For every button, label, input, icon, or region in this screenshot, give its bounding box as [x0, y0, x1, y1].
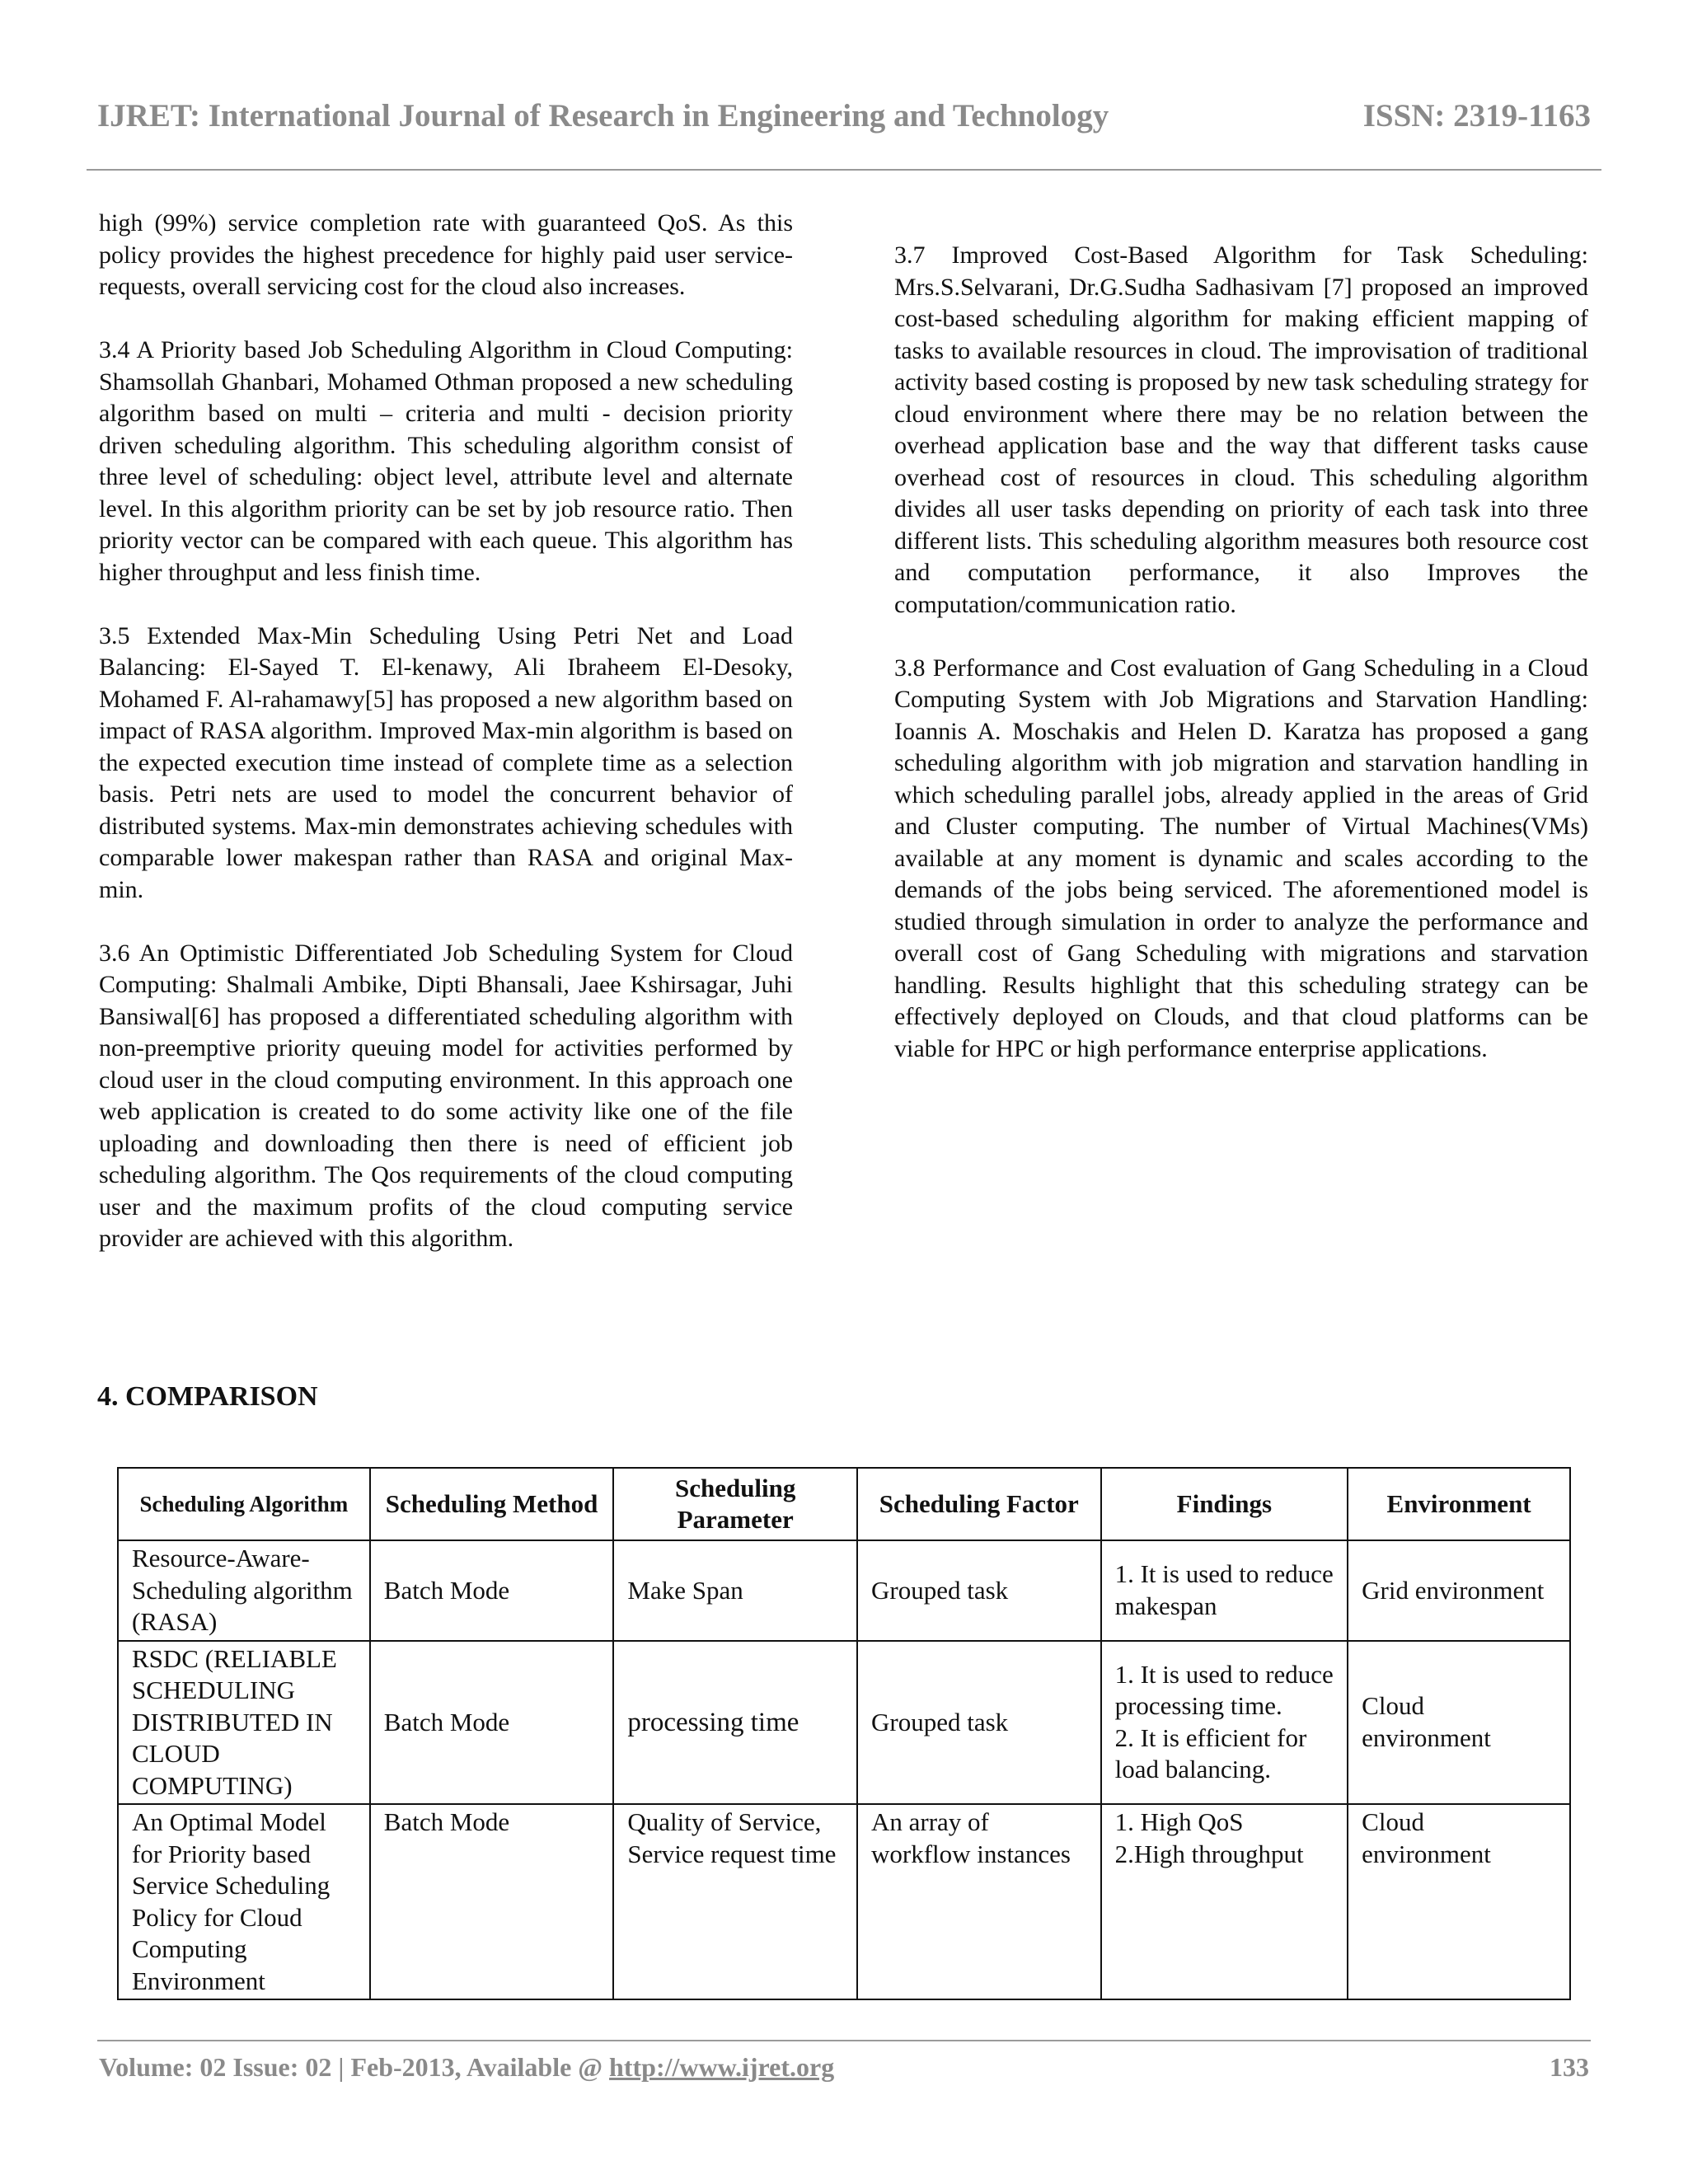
table-cell: An array of workflow instances	[857, 1804, 1101, 1999]
footer-divider	[97, 2040, 1591, 2041]
paragraph: 3.4 A Priority based Job Scheduling Algorithm in Cloud Computing: Shamsollah Ghanbari, Mohamed Othman proposed a new scheduling algorithm based on multi – criteria and multi - decision priority driven scheduling algorithm. This scheduling algorithm consist of three level of scheduling: object level, attribute level and alternate level. In this algorithm priority can be set by job resource ratio. Then priority vector can be compared with each queue. This algorithm has higher throughput and less finish time.	[99, 336, 793, 586]
footer-volume: Volume: 02 Issue: 02 | Feb-2013, Available @ http://www.ijret.org	[99, 2052, 835, 2082]
journal-title: IJRET: International Journal of Research in Engineering and Technology	[97, 98, 1109, 134]
header-divider	[87, 169, 1601, 171]
table-cell: Grouped task	[857, 1540, 1101, 1641]
table-row	[118, 1804, 1570, 1999]
table-cell: 1. High QoS 2.High throughput	[1101, 1804, 1348, 1999]
page-number: 133	[1550, 2052, 1589, 2082]
table-cell: Batch Mode	[370, 1804, 614, 1999]
table-cell: Batch Mode	[370, 1540, 614, 1641]
column-header: Scheduling Parameter	[613, 1468, 857, 1540]
right-column	[894, 240, 1588, 1097]
table-cell: Grid environment	[1348, 1540, 1570, 1641]
paragraph: 3.7 Improved Cost-Based Algorithm for Task Scheduling: Mrs.S.Selvarani, Dr.G.Sudha Sadhasivam [7] proposed an improved cost-based scheduling algorithm for making efficient mapping of tasks to available resources in cloud. The improvisation of traditional activity based costing is proposed by new task scheduling strategy for cloud environment where there may be no relation between the overhead application base and the way that different tasks cause overhead cost of resources in cloud. This scheduling algorithm divides all user tasks depending on priority of each task into three different lists. This scheduling algorithm measures both resource cost and computation performance, it also Improves the computation/communication ratio.	[894, 241, 1588, 618]
column-header: Scheduling Factor	[857, 1468, 1101, 1540]
table-cell: 1. It is used to reduce makespan	[1101, 1540, 1348, 1641]
table-cell: Quality of Service, Service request time	[613, 1804, 857, 1999]
paragraph: 3.5 Extended Max-Min Scheduling Using Petri Net and Load Balancing: El-Sayed T. El-kenawy, Ali Ibraheem El-Desoky, Mohamed F. Al-rahamawy[5] has proposed a new algorithm based on impact of RASA algorithm. Improved Max-min algorithm is based on the expected execution time instead of complete time as a selection basis. Petri nets are used to model the concurrent behavior of distributed systems. Max-min demonstrates achieving schedules with comparable lower makespan rather than RASA and original Max-min.	[99, 621, 793, 903]
table-cell: 1. It is used to reduce processing time. 2. It is efficient for load balancing.	[1101, 1641, 1348, 1805]
section-heading: 4. COMPARISON	[97, 1381, 318, 1412]
column-header: Scheduling Algorithm	[118, 1468, 370, 1540]
column-header: Environment	[1348, 1468, 1570, 1540]
table-cell: Grouped task	[857, 1641, 1101, 1805]
left-column	[99, 208, 793, 1286]
table-cell: Make Span	[613, 1540, 857, 1641]
table-row	[118, 1641, 1570, 1805]
table-header-row	[118, 1468, 1570, 1540]
table-cell: processing time	[613, 1641, 857, 1805]
page-footer	[99, 2052, 1589, 2083]
journal-link[interactable]: http://www.ijret.org	[609, 2052, 835, 2082]
issn: ISSN: 2319-1163	[1362, 98, 1591, 134]
table-cell: Batch Mode	[370, 1641, 614, 1805]
table-cell: An Optimal Model for Priority based Service Scheduling Policy for Cloud Computing Environment	[118, 1804, 370, 1999]
paragraph: 3.6 An Optimistic Differentiated Job Scheduling System for Cloud Computing: Shalmali Ambike, Dipti Bhansali, Jaee Kshirsagar, Juhi Bansiwal[6] has proposed a differentiated scheduling algorithm with non-preemptive priority queuing model for activities performed by cloud user in the cloud computing environment. In this approach one web application is created to do some activity like one of the file uploading and downloading then there is need of efficient job scheduling algorithm. The Qos requirements of the cloud computing user and the maximum profits of the cloud computing service provider are achieved with this algorithm.	[99, 939, 793, 1252]
paragraph: high (99%) service completion rate with guaranteed QoS. As this policy provides the highest precedence for highly paid user service-requests, overall servicing cost for the cloud also increases.	[99, 209, 793, 300]
page-header	[97, 97, 1591, 134]
table-cell: Resource-Aware-Scheduling algorithm (RASA)	[118, 1540, 370, 1641]
paragraph: 3.8 Performance and Cost evaluation of Gang Scheduling in a Cloud Computing System with Job Migrations and Starvation Handling: Ioannis A. Moschakis and Helen D. Karatza has proposed a gang scheduling algorithm with job migration and starvation handling in which scheduling parallel jobs, already applied in the areas of Grid and Cluster computing. The number of Virtual Machines(VMs) available at any moment is dynamic and scales according to the demands of the jobs being serviced. The aforementioned model is studied through simulation in order to analyze the performance and overall cost of Gang Scheduling with migrations and starvation handling. Results highlight that this scheduling strategy can be effectively deployed on Clouds, and that cloud platforms can be viable for HPC or high performance enterprise applications.	[894, 654, 1588, 1062]
column-header: Findings	[1101, 1468, 1348, 1540]
table-cell: RSDC (RELIABLE SCHEDULING DISTRIBUTED IN CLOUD COMPUTING)	[118, 1641, 370, 1805]
table-row	[118, 1540, 1570, 1641]
table-cell: Cloud environment	[1348, 1804, 1570, 1999]
column-header: Scheduling Method	[370, 1468, 614, 1540]
comparison-table	[117, 1467, 1571, 2000]
table-cell: Cloud environment	[1348, 1641, 1570, 1805]
